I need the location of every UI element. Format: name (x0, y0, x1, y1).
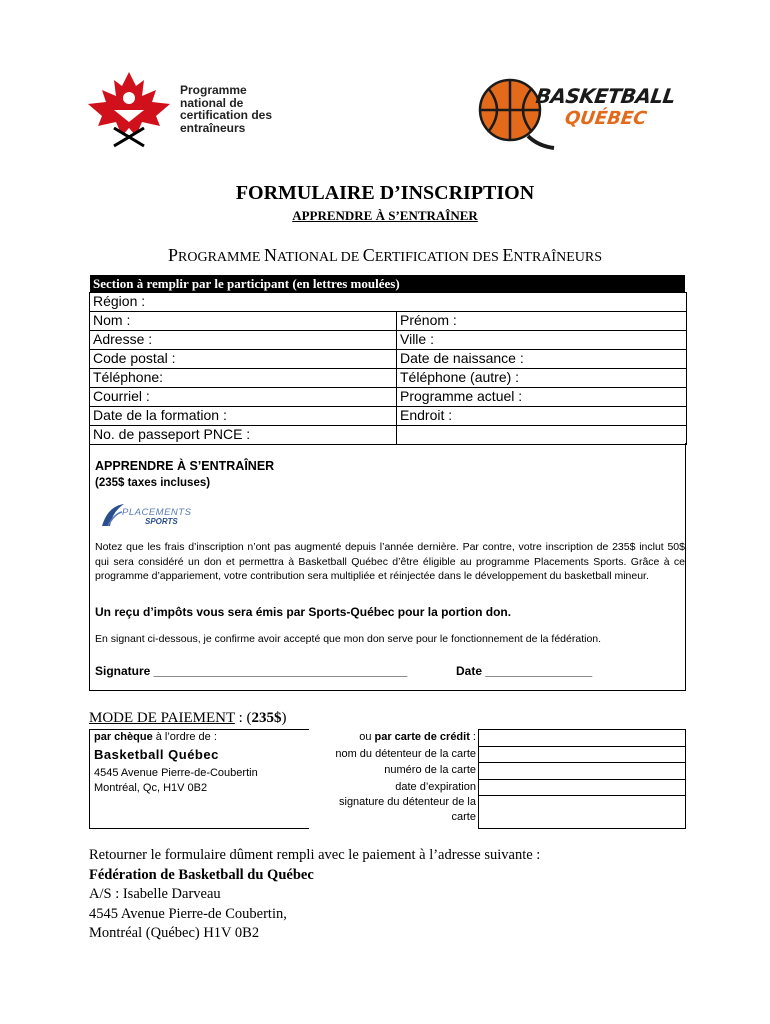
participant-form-table (89, 292, 687, 445)
empty-cell (397, 426, 687, 445)
signature-field[interactable]: Signature ______________________________________ (95, 664, 408, 678)
receipt-notice: Un reçu d’impôts vous sera émis par Sports-Québec pour la portion don. (95, 605, 512, 619)
region-field[interactable]: Région : (90, 293, 687, 312)
payee-address-street: 4545 Avenue Pierre-de-Coubertin (94, 767, 258, 779)
card-expiry-label: date d’expiration (395, 780, 476, 793)
telephone-field[interactable]: Téléphone: (90, 369, 397, 388)
payee-address-city: Montréal, Qc, H1V 0B2 (94, 782, 208, 794)
participant-section-header: Section à remplir par le participant (en lettres moulées) (90, 275, 685, 292)
cheque-box (89, 729, 309, 829)
date-naissance-field[interactable]: Date de naissance : (397, 350, 687, 369)
consent-text: En signant ci-dessous, je confirme avoir accepté que mon don serve pour le fonctionnement de la fédération. (95, 633, 602, 645)
basketball-logo-word: BASKETBALL (534, 84, 677, 108)
card-option-field[interactable] (479, 730, 686, 747)
return-city: Montréal (Québec) H1V 0B2 (89, 925, 260, 941)
card-signature-label: signature du détenteur de la carte (339, 796, 476, 823)
ville-field[interactable]: Ville : (397, 331, 687, 350)
card-holder-label: nom du détenteur de la carte (335, 747, 476, 760)
endroit-field[interactable]: Endroit : (397, 407, 687, 426)
cheque-label: par chèque à l’ordre de : (94, 731, 217, 743)
programme-actuel-field[interactable]: Programme actuel : (397, 388, 687, 407)
pnce-maple-leaf-logo (84, 70, 174, 150)
nom-field[interactable]: Nom : (90, 312, 397, 331)
card-number-label: numéro de la carte (384, 764, 476, 776)
adresse-field[interactable]: Adresse : (90, 331, 397, 350)
card-number-field[interactable] (479, 763, 686, 780)
program-title: PROGRAMME NATIONAL DE CERTIFICATION DES ENTRAÎNEURS (168, 245, 602, 265)
code-postal-field[interactable]: Code postal : (90, 350, 397, 369)
form-title: FORMULAIRE D’INSCRIPTION (235, 182, 535, 204)
return-address-block (89, 846, 540, 944)
card-signature-field[interactable] (479, 796, 686, 829)
return-street: 4545 Avenue Pierre-de Coubertin, (89, 905, 287, 922)
notice-paragraph: Notez que les frais d’inscription n’ont pas augmenté depuis l’année dernière. Par contre, votre inscription de 235$ inclut 50$ qui sera considéré un don et permettra à Basketball Québec d’être éligible au programme Placements Sports. Grâce à ce programme d’appariement, votre contribution sera multipliée et réinjectée dans le développement du basketball mineur. (95, 541, 685, 582)
form-subtitle: APPRENDRE À S’ENTRAÎNER (292, 208, 478, 223)
cheque-payee: Basketball Québec (94, 747, 219, 762)
pnce-logo-text: Programme national de certification des entraîneurs (180, 83, 273, 135)
return-attention: A/S : Isabelle Darveau (89, 886, 221, 902)
telephone-autre-field[interactable]: Téléphone (autre) : (397, 369, 687, 388)
courriel-field[interactable]: Courriel : (90, 388, 397, 407)
placements-logo-text: PLACEMENTS (122, 507, 192, 518)
sports-logo-text: SPORTS (145, 517, 178, 526)
info-price: (235$ taxes incluses) (95, 477, 211, 489)
quebec-logo-word: QUÉBEC (563, 108, 648, 129)
card-option-label: ou par carte de crédit : (359, 731, 476, 743)
passeport-pnce-field[interactable]: No. de passeport PNCE : (90, 426, 397, 445)
prenom-field[interactable]: Prénom : (397, 312, 687, 331)
card-expiry-field[interactable] (479, 779, 686, 796)
date-field[interactable]: Date ________________ (456, 664, 593, 678)
payment-title: MODE DE PAIEMENT : (235$) (89, 710, 287, 726)
date-formation-field[interactable]: Date de la formation : (90, 407, 397, 426)
return-organization: Fédération de Basketball du Québec (89, 866, 314, 883)
return-instructions: Retourner le formulaire dûment rempli avec le paiement à l’adresse suivante : (89, 847, 541, 863)
credit-card-fields (478, 729, 686, 829)
credit-card-labels (300, 729, 476, 825)
card-holder-field[interactable] (479, 746, 686, 763)
info-heading: APPRENDRE À S’ENTRAÎNER (95, 459, 275, 473)
